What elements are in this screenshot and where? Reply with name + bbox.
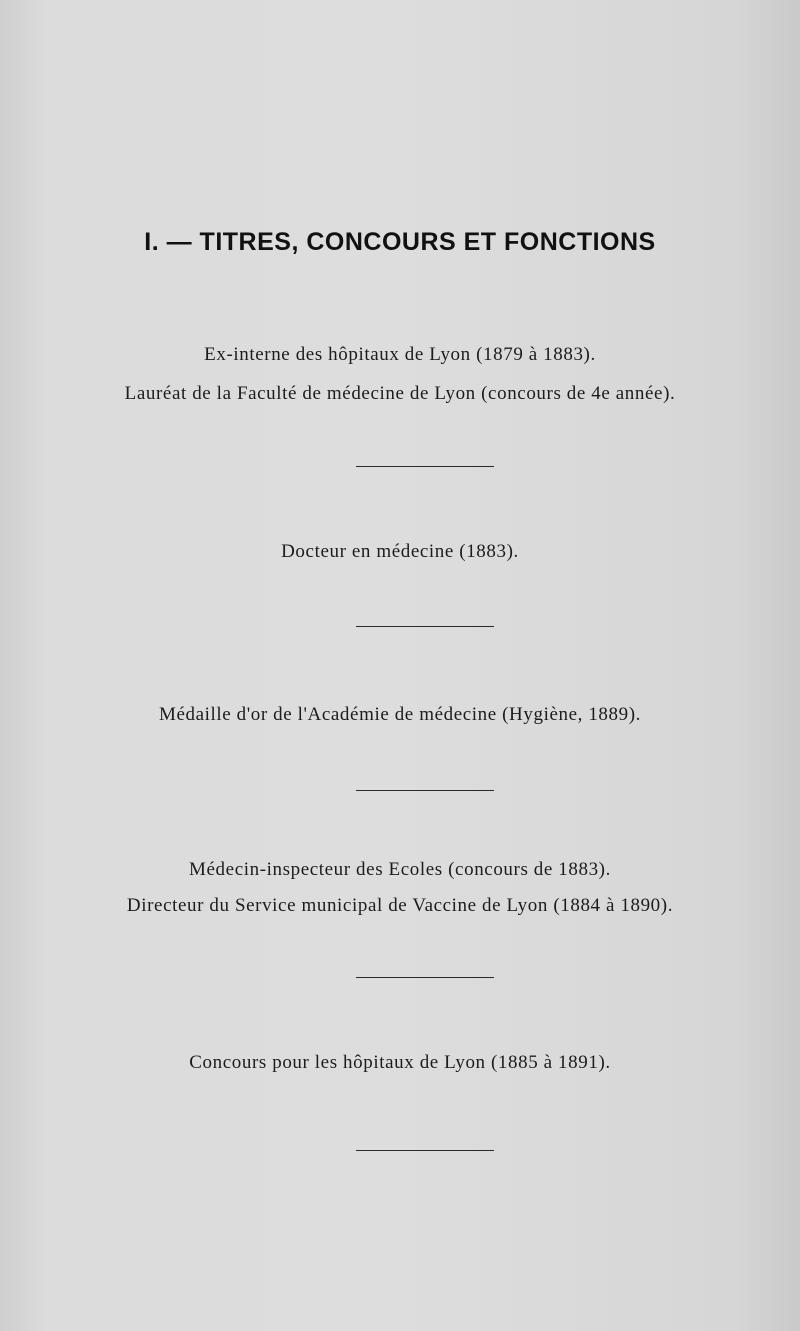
text-line-docteur: Docteur en médecine (1883). bbox=[281, 541, 519, 562]
separator-rule bbox=[356, 790, 494, 791]
separator-rule bbox=[356, 1150, 494, 1151]
separator-rule bbox=[356, 626, 494, 627]
text-line-concours: Concours pour les hôpitaux de Lyon (1885 à 1891). bbox=[189, 1052, 611, 1073]
separator-rule bbox=[356, 466, 494, 467]
text-line-ex-interne: Ex-interne des hôpitaux de Lyon (1879 à 1883). bbox=[204, 344, 596, 365]
text-line-directeur: Directeur du Service municipal de Vaccine de Lyon (1884 à 1890). bbox=[126, 895, 674, 916]
separator-rule bbox=[356, 977, 494, 978]
section-heading: I. — TITRES, CONCOURS ET FONCTIONS bbox=[144, 228, 656, 256]
text-line-medecin-inspecteur: Médecin-inspecteur des Ecoles (concours de 1883). bbox=[189, 859, 611, 880]
text-line-medaille: Médaille d'or de l'Académie de médecine (Hygiène, 1889). bbox=[158, 704, 642, 725]
text-line-laureat: Lauréat de la Faculté de médecine de Lyon (concours de 4e année). bbox=[124, 383, 676, 404]
